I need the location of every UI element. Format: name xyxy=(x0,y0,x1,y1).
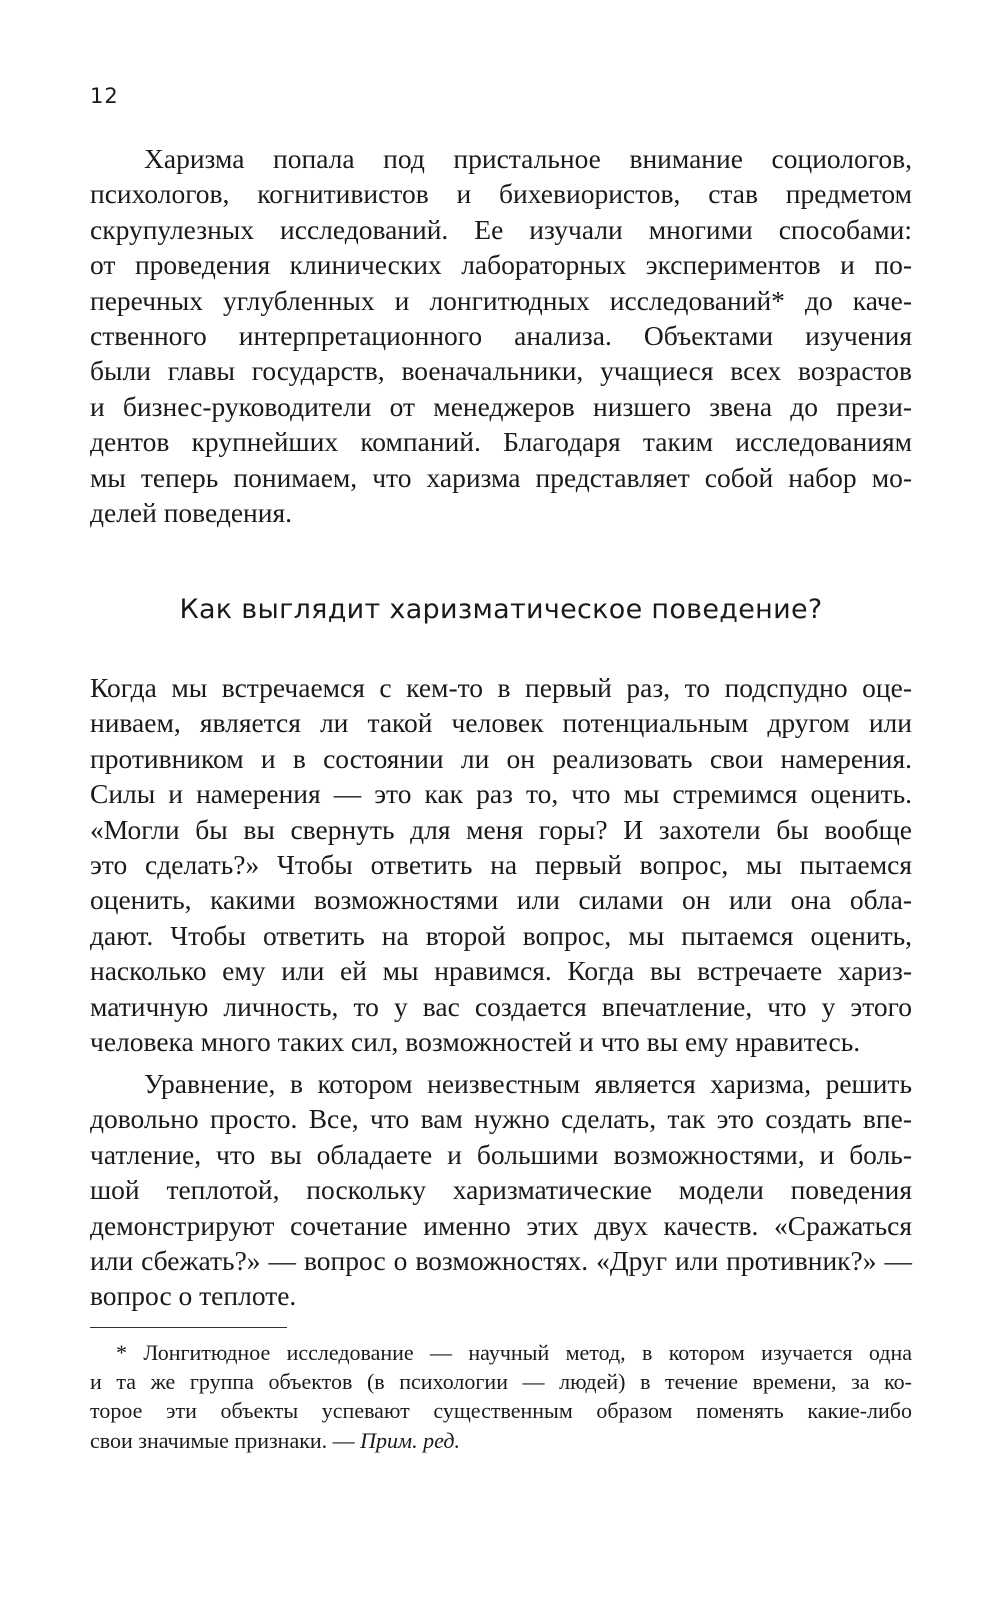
text-line: скрупулезных исследований. Ее изучали многими способами: xyxy=(90,213,912,245)
paragraph-equation xyxy=(90,1066,912,1314)
text-line: Харизма попала под пристальное внимание социологов, xyxy=(144,143,912,174)
text-line: чатление, что вы обладаете и большими возможностями, и боль- xyxy=(90,1138,912,1170)
text-line: человека много таких сил, возможностей и что вы ему нравитесь. xyxy=(90,1025,861,1057)
text-line: демонстрируют сочетание именно этих двух качеств. «Сражаться xyxy=(90,1209,912,1241)
paragraph-intro xyxy=(90,141,912,530)
text-line: матичную личность, то у вас создается впечатление, что у этого xyxy=(90,990,912,1022)
text-line: и бизнес-руководители от менеджеров низшего звена до прези- xyxy=(90,390,912,422)
text-line: психологов, когнитивистов и бихевиористов, став предметом xyxy=(90,178,912,210)
text-line: Уравнение, в котором неизвестным является харизма, решить xyxy=(144,1068,912,1099)
text-line: довольно просто. Все, что вам нужно сделать, так это создать впе- xyxy=(90,1103,912,1135)
text-line: перечных углубленных и лонгитюдных исследований* до каче- xyxy=(90,284,912,316)
text-line: дентов крупнейших компаний. Благодаря таким исследованиям xyxy=(90,426,912,458)
text-line: были главы государств, военачальники, учащиеся всех возрастов xyxy=(90,355,912,387)
footnote-line: торое эти объекты успевают существенным образом поменять какие-либо xyxy=(90,1398,912,1424)
text-line: мы теперь понимаем, что харизма представляет собой набор мо- xyxy=(90,461,912,493)
page-number: 12 xyxy=(90,84,119,108)
text-line: противником и в состоянии ли он реализовать свои намерения. xyxy=(90,742,912,774)
text-line: ниваем, является ли такой человек потенциальным другом или xyxy=(90,707,912,739)
footnote-line xyxy=(90,1426,912,1455)
text-line: делей поведения. xyxy=(90,496,293,528)
text-line: это сделать?» Чтобы ответить на первый вопрос, мы пытаемся xyxy=(90,848,912,880)
footnote xyxy=(90,1338,912,1455)
paragraph-first-meeting xyxy=(90,670,912,1059)
text-line: «Могли бы вы свернуть для меня горы? И захотели бы вообще xyxy=(90,813,912,845)
text-line: Когда мы встречаемся с кем-то в первый раз, то подспудно оце- xyxy=(90,672,912,703)
text-line: ственного интерпретационного анализа. Объектами изучения xyxy=(90,319,912,351)
section-heading: Как выглядит харизматическое поведение? xyxy=(179,594,823,625)
text-line: дают. Чтобы ответить на второй вопрос, мы пытаемся оценить, xyxy=(90,919,912,951)
footnote-line: * Лонгитюдное исследование — научный метод, в котором изучается одна xyxy=(116,1340,912,1365)
text-line: насколько ему или ей мы нравимся. Когда вы встречаете хариз- xyxy=(90,955,912,987)
text-line: от проведения клинических лабораторных экспериментов и по- xyxy=(90,249,912,281)
text-line: вопрос о теплоте. xyxy=(90,1280,297,1312)
text-line: шой теплотой, поскольку харизматические модели поведения xyxy=(90,1174,912,1206)
text-line: или сбежать?» — вопрос о возможностях. «Друг или противник?» — xyxy=(90,1244,912,1276)
footnote-last-text: свои значимые признаки. — xyxy=(90,1427,361,1453)
footnote-divider xyxy=(90,1327,287,1328)
footnote-line: и та же группа объектов (в психологии — людей) в течение времени, за ко- xyxy=(90,1369,912,1395)
text-line: Силы и намерения — это как раз то, что мы стремимся оценить. xyxy=(90,778,912,810)
editor-note: Прим. ред. xyxy=(360,1427,460,1453)
text-line: оценить, какими возможностями или силами он или она обла- xyxy=(90,884,912,916)
